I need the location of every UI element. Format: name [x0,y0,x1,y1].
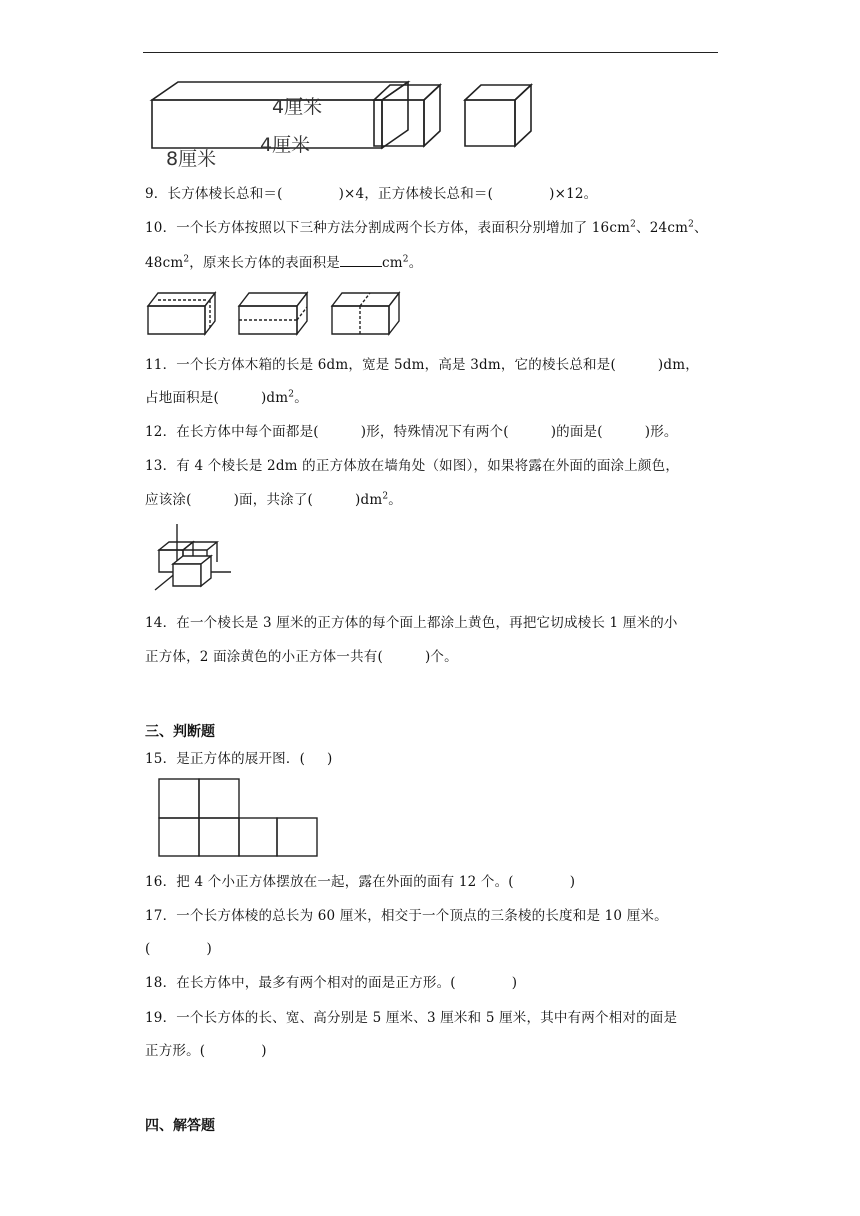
question-16: 16．把 4 个小正方体摆放在一起，露在外面的面有 12 个。( ) [145,874,576,890]
question-14-line-2: 正方体，2 面涂黄色的小正方体一共有( )个。 [145,649,458,665]
section-heading-true-false: 三、判断题 [145,724,215,740]
question-11-line-1: 11．一个长方体木箱的长是 6dm，宽是 5dm，高是 3dm，它的棱长总和是( )dm， [145,357,699,373]
question-9: 9．长方体棱长总和＝( )×4，正方体棱长总和＝( )×12。 [145,186,598,202]
figure-cube-1 [372,82,452,152]
figure-three-cut-cuboids [145,290,405,340]
question-17-line-2: ( ) [145,941,212,957]
question-19-line-1: 19．一个长方体的长、宽、高分别是 5 厘米、3 厘米和 5 厘米，其中有两个相对的面是 [145,1010,678,1026]
question-14-line-1: 14．在一个棱长是 3 厘米的正方体的每个面上都涂上黄色，再把它切成棱长 1 厘米的小 [145,615,678,631]
answer-blank-underline[interactable] [340,254,382,267]
label-height: 4厘米 [272,96,323,118]
question-11-line-2: 占地面积是( )$dm^2$。 [145,389,308,406]
figure-cube-net [158,778,323,860]
question-10-line-2: $48cm^2$，原来长方体的表面积是 $cm^2$。 [145,254,423,271]
question-15: 15．是正方体的展开图．( ) [145,751,333,767]
figure-cubes-in-corner [145,522,235,594]
question-12: 12．在长方体中每个面都是( )形，特殊情况下有两个( )的面是( )形。 [145,424,678,440]
header-rule [143,52,718,53]
question-19-line-2: 正方形。( ) [145,1043,267,1059]
label-width: 4厘米 [260,134,311,156]
question-10-line-1: 10．一个长方体按照以下三种方法分割成两个长方体，表面积分别增加了 $16cm^2$、$24cm^2$、 [145,219,708,236]
question-13-line-1: 13．有 4 个棱长是 2dm 的正方体放在墙角处（如图），如果将露在外面的面涂上颜色， [145,458,680,474]
figure-cube-2 [463,82,543,152]
label-length: 8厘米 [166,148,217,170]
section-heading-solve: 四、解答题 [145,1118,215,1134]
question-17-line-1: 17．一个长方体棱的总长为 60 厘米，相交于一个顶点的三条棱的长度和是 10 厘米。 [145,908,668,924]
question-18: 18．在长方体中，最多有两个相对的面是正方形。( ) [145,975,518,991]
question-13-line-2: 应该涂( )面，共涂了( )$dm^2$。 [145,491,402,508]
